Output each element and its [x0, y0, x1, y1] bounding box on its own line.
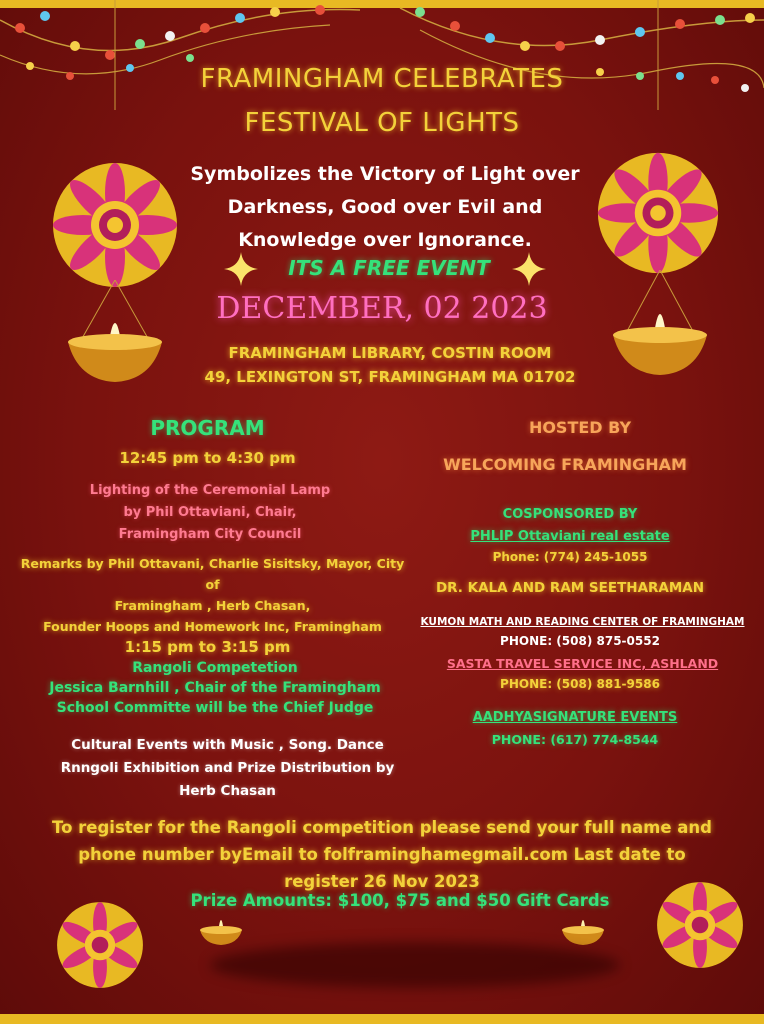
sponsor-2-name: DR. KALA AND RAM SEETHARAMAN [435, 580, 705, 596]
tagline-line-1: Symbolizes the Victory of Light over [190, 163, 580, 185]
host-name: WELCOMING FRAMINGHAM [443, 455, 687, 474]
free-event-label: ITS A FREE EVENT [288, 256, 490, 280]
rangoli-line-2: Jessica Barnhill , Chair of the Framingham [49, 680, 381, 696]
register-line-1: To register for the Rangoli competition please send your full name and [52, 818, 712, 837]
cosponsored-by-label: COSPONSORED BY [502, 507, 638, 522]
registration-info [30, 814, 734, 895]
venue-line-1: FRAMINGHAM LIBRARY, COSTIN ROOM [228, 344, 552, 362]
sponsor-3-phone: PHONE: (508) 875-0552 [500, 634, 660, 648]
mandala-icon [595, 150, 721, 276]
tagline-line-3: Knowledge over Ignorance. [238, 229, 532, 251]
title-line-2: FESTIVAL OF LIGHTS [244, 108, 520, 138]
venue-line-2: 49, LEXINGTON ST, FRAMINGHAM MA 01702 [204, 368, 576, 386]
cultural-line-2: Rnngoli Exhibition and Prize Distribution by [60, 760, 395, 776]
venue [150, 341, 630, 389]
cultural-line-3: Herb Chasan [179, 783, 276, 799]
mandala-icon [55, 900, 145, 990]
diya-lamp-icon [560, 912, 606, 946]
sponsor-5-name[interactable]: AADHYASIGNATURE EVENTS [472, 710, 678, 725]
remarks-line-1: Remarks by Phil Ottavani, Charlie Sisitsky, Mayor, City of [20, 556, 405, 592]
rangoli-competition [30, 658, 400, 718]
tagline [170, 158, 600, 257]
hosted-by-label: HOSTED BY [528, 418, 632, 437]
program-time-1: 12:45 pm to 4:30 pm [119, 449, 296, 467]
lamp-line-1: Lighting of the Ceremonial Lamp [89, 483, 331, 498]
program-time-2: 1:15 pm to 3:15 pm [124, 638, 291, 656]
sparkle-star-icon [224, 252, 258, 286]
sponsor-1-name[interactable]: PHLIP Ottaviani real estate [470, 529, 670, 544]
register-line-3: register 26 Nov 2023 [284, 872, 480, 891]
bottom-gold-border [0, 1014, 764, 1024]
cultural-events [30, 734, 425, 803]
remarks-line-2: Framingham , Herb Chasan, [114, 598, 311, 613]
rangoli-line-1: Rangoli Competetion [132, 660, 298, 676]
lamp-line-2: by Phil Ottaviani, Chair, [123, 505, 297, 520]
lamp-line-3: Framingham City Council [118, 527, 302, 542]
remarks-line-3: Founder Hoops and Homework Inc, Framingham [43, 619, 382, 634]
floor-shadow [210, 942, 620, 988]
sponsor-5-phone: PHONE: (617) 774-8544 [491, 732, 659, 747]
lamp-lighting [60, 480, 360, 546]
mandala-icon [50, 160, 180, 290]
event-date: DECEMBER, 02 2023 [216, 291, 548, 326]
sponsor-4-name[interactable]: SASTA TRAVEL SERVICE INC, ASHLAND [446, 656, 719, 671]
register-line-2: phone number byEmail to folframinghamegmail.com Last date to [78, 845, 686, 864]
tagline-line-2: Darkness, Good over Evil and [227, 196, 543, 218]
sponsor-1-phone: Phone: (774) 245-1055 [492, 550, 648, 564]
rangoli-line-3: School Committe will be the Chief Judge [56, 700, 374, 716]
cultural-line-1: Cultural Events with Music , Song. Dance [71, 737, 384, 753]
sponsor-3-name[interactable]: KUMON MATH AND READING CENTER OF FRAMINGHAM [420, 616, 745, 628]
title-line-1: FRAMINGHAM CELEBRATES [200, 64, 564, 94]
diya-lamp-icon [198, 912, 244, 946]
prize-amounts: Prize Amounts: $100, $75 and $50 Gift Cards [190, 891, 610, 910]
sponsor-4-phone: PHONE: (508) 881-9586 [500, 677, 660, 691]
sparkle-star-icon [512, 252, 546, 286]
program-heading: PROGRAM [150, 416, 265, 440]
remarks [15, 553, 410, 637]
